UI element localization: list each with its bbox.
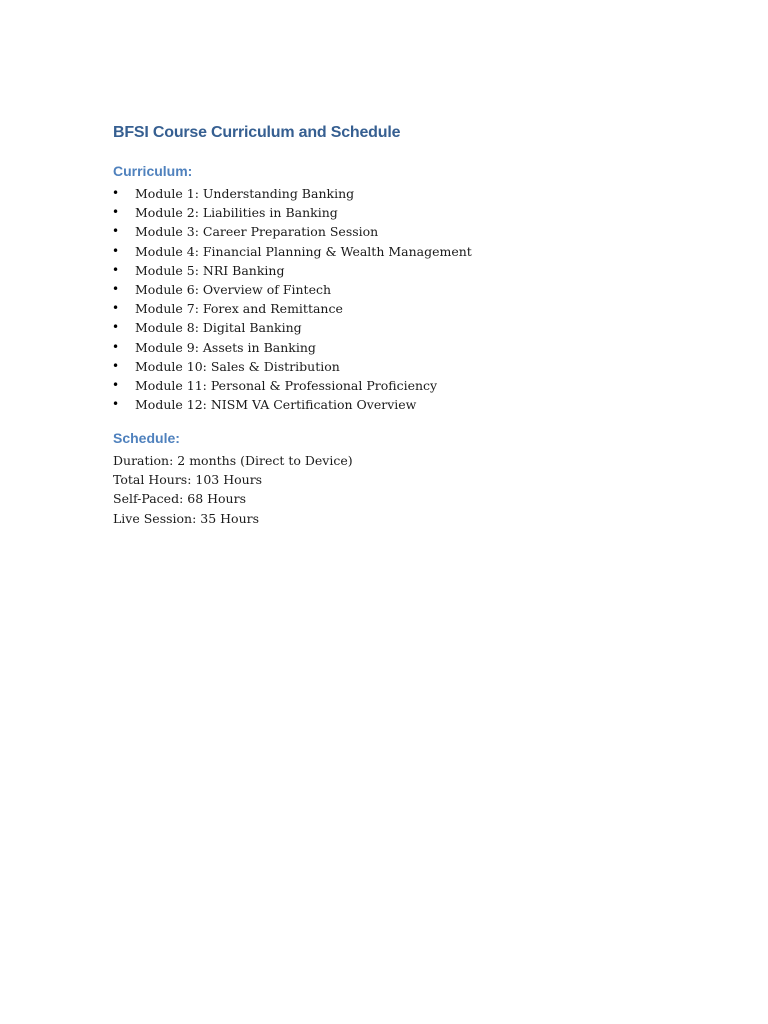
module-text: Module 2: Liabilities in Banking: [135, 205, 338, 221]
schedule-total-hours: Total Hours: 103 Hours: [113, 472, 263, 488]
bullet-icon: •: [112, 262, 120, 277]
bullet-icon: •: [112, 358, 120, 373]
module-text: Module 3: Career Preparation Session: [135, 224, 379, 240]
bullet-icon: •: [112, 397, 120, 412]
bullet-icon: •: [112, 301, 120, 316]
bullet-icon: •: [112, 281, 120, 296]
module-text: Module 8: Digital Banking: [135, 320, 302, 336]
module-text: Module 10: Sales & Distribution: [135, 358, 340, 374]
document-title: BFSI Course Curriculum and Schedule: [113, 124, 401, 141]
module-text: Module 7: Forex and Remittance: [135, 301, 343, 317]
bullet-icon: •: [112, 339, 120, 354]
schedule-live-session: Live Session: 35 Hours: [113, 510, 260, 526]
curriculum-heading: Curriculum:: [113, 163, 193, 179]
schedule-heading: Schedule:: [113, 430, 180, 446]
module-text: Module 9: Assets in Banking: [135, 339, 316, 355]
bullet-icon: •: [112, 205, 120, 220]
bullet-icon: •: [112, 224, 120, 239]
bullet-icon: •: [112, 186, 120, 200]
schedule-details: [113, 451, 353, 528]
module-text: Module 11: Personal & Professional Proficiency: [135, 377, 438, 393]
bullet-icon: •: [112, 377, 120, 392]
module-text: Module 1: Understanding Banking: [135, 186, 355, 201]
module-text: Module 12: NISM VA Certification Overview: [135, 397, 417, 413]
bullet-icon: •: [112, 243, 120, 258]
module-text: Module 5: NRI Banking: [135, 262, 285, 278]
module-text: Module 6: Overview of Fintech: [135, 281, 332, 297]
bullet-icon: •: [112, 320, 120, 335]
module-text: Module 4: Financial Planning & Wealth Management: [135, 243, 472, 259]
schedule-self-paced: Self-Paced: 68 Hours: [113, 491, 246, 507]
schedule-duration: Duration: 2 months (Direct to Device): [113, 453, 353, 468]
